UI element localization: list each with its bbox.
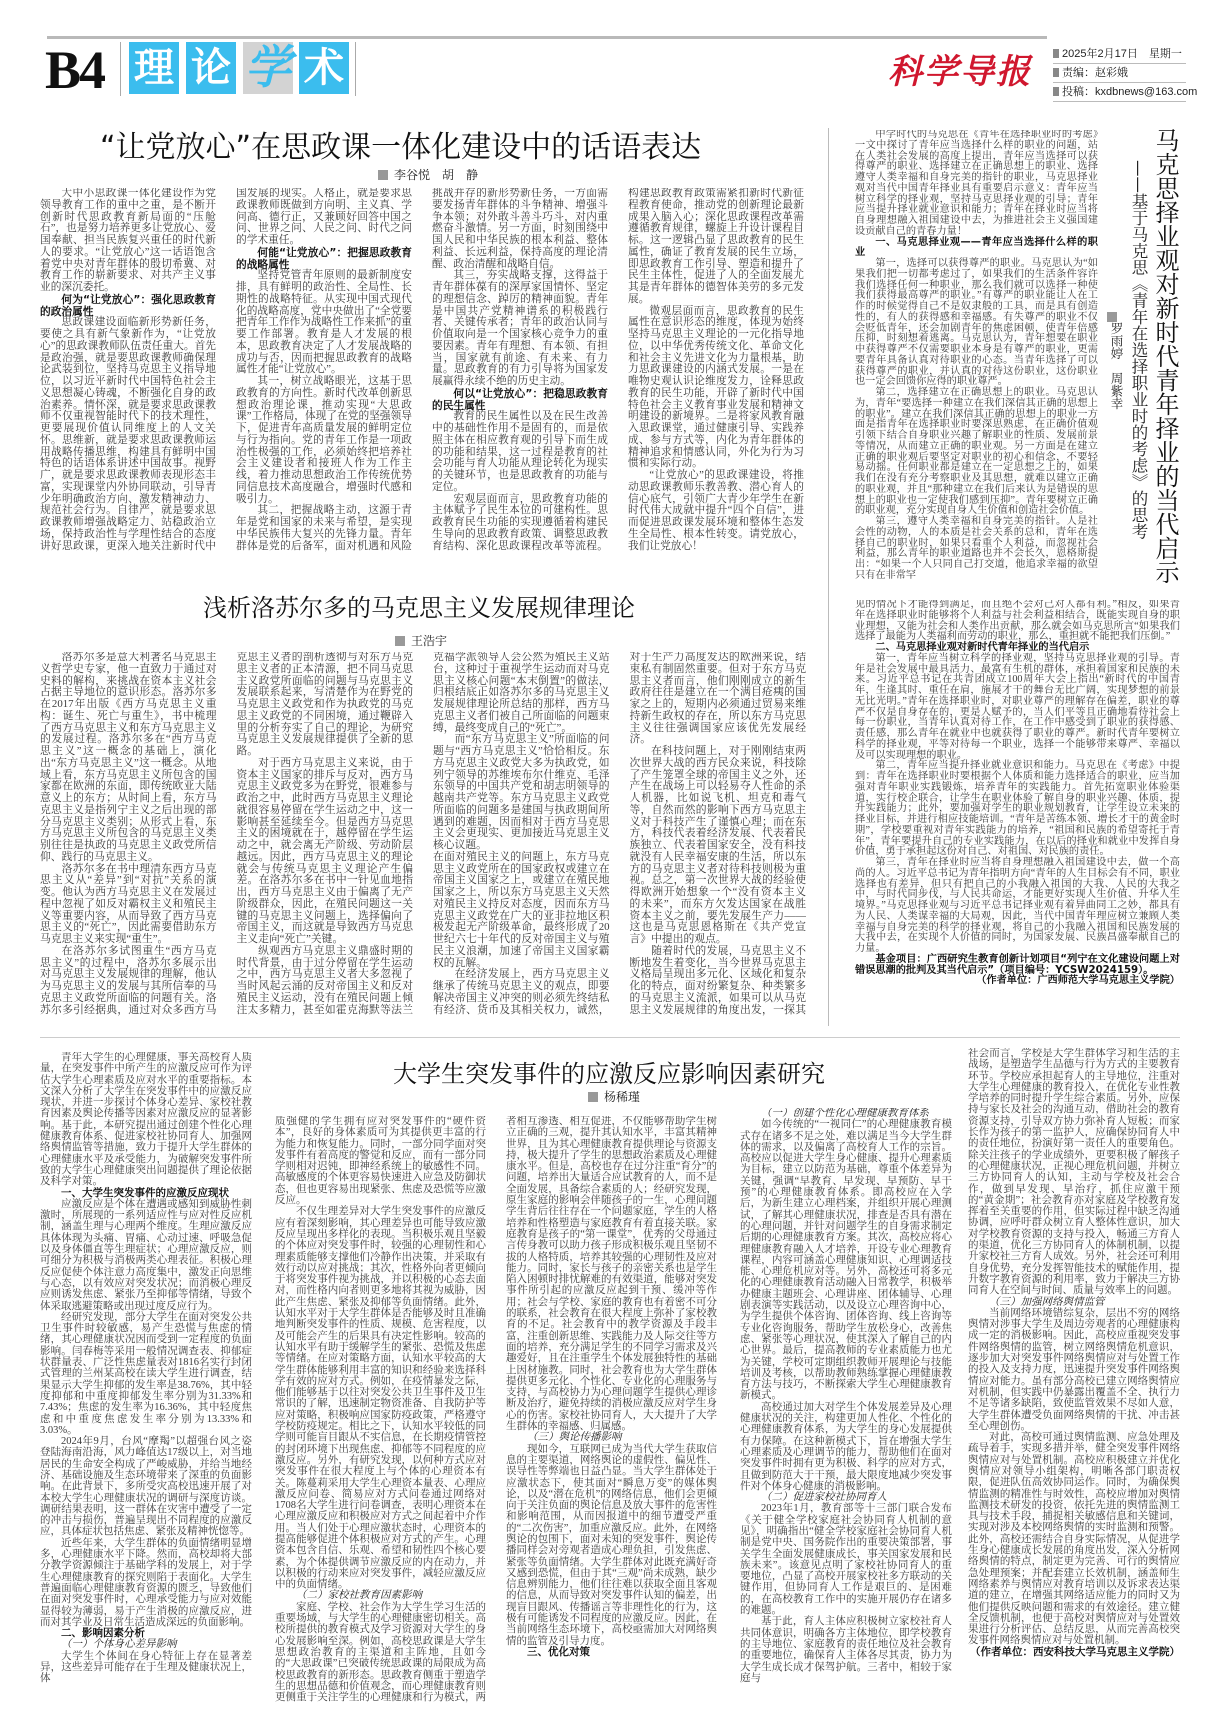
paragraph: 第一，选择可以获得尊严的职业。马克思认为“如果我们把一切都考虑过了，如果我们的生活条件容许我们选择任何一种职业，那么我们就可以选择一种使我们获得最高尊严的职业。”有尊严的职业能让人在工作的时候觉得自己不是奴隶般的工具，而是具有创造性的，有人的获得感和幸福感。有失尊严的职业不仅会贬低青年，还会加剧青年的焦虑困顿，使青年倍感压抑，时刻想着逃离。马克思认为，青年想要在职业中获得尊严不仅需要职业本身是有尊严的职业，更需要青年具备认真对待职业的心态。当青年选择了可以获得尊严的职业，并认真的对待这份职业，这份职业也一定会回馈你应得的职业尊严。 xyxy=(855,258,1098,388)
section-heading: （三）加强网络舆情监管 xyxy=(989,1295,1105,1308)
page-number: B4 xyxy=(45,40,105,100)
section-heading: 一、马克思择业观——青年应当选择什么样的职业 xyxy=(855,236,1098,259)
article3-columns-2-3 xyxy=(275,1116,717,1708)
article-right-byline xyxy=(1107,312,1125,410)
paragraph: 坚持党管青年原则的最新制度安排，具有鲜明的政治性、全局性、长期性的战略特征。从实现中国式现代化的战略高度，党中央做出了“全党要把青年工作作为战略性工作来抓”的重要工作部署。教育是人才发展的根本，思政教育决定了人才发展战略的成功与否，因而把握思政教育的战略属性才能“让党放心”。 xyxy=(236,269,412,376)
article1-byline xyxy=(378,166,478,183)
section-char: 学 xyxy=(245,42,291,93)
paragraph: 不仅生理差异对大学生突发事件的应激反应有着深刻影响，其心理差异也可能导致应激反应呈现出多样化的表现。当积极乐观且坚毅的个体应对突发事件时，较强的心理韧性和心理素质能够支撑他们冷静作出决策，并采取有效行动以应对挑战；其次，性格外向者更倾向于将突发事件视为挑战，并以积极的心态去面对，而性格内向者则更多地将其视为威胁，因此产生焦虑、紧张及抑郁等负面情绪。此外，认知水平对于大学生群体是否能够及时且准确地判断突发事件的性质、规模、危害程度，以及可能会产生的后果具有决定性影响。较高的认知水平有助于缓解学生的紧张、恐慌及焦虑等情绪。在应对策略方面，认知水平较高的大学生群体能够利用丰富的知识和经验来选择科学有效的应对方式。例如，在疫情暴发之际，他们能够基于以往对突发公共卫生事件及卫生常识的了解，迅速制定物资准备、自我防护等应对策略，积极响应国家防疫政策，严格遵守学校防疫规定。相比之下，认知水平较低的同学则可能盲目跟从不实信息，在长期疫情管控的封闭环境下出现焦虑、抑郁等不同程度的应激反应。另外，有研究发现，以何种方式应对突发事件在很大程度上与个体的心理资本有关。陈蔓莉采用大学生心理资本量表、心理应激反应问卷、简易应对方式问卷通过网络对1708名大学生进行问卷调查，表明心理资本在心理应激反应和积极应对方式之间起着中介作用。当人们处于心理应激状态时，心理资本的提高能够促进个体积极应对方式的产生。心理资本包含自信、乐观、希望和韧性四个核心要素，为个体提供调节应激反应的内在动力，并以积极的行动来应对突发事件，减轻应激反应中的负面情绪。 xyxy=(275,1206,486,1591)
paragraph: 其三，夯实战略支撑，这得益于青年群体葆有的深厚家国情怀、坚定的理想信念、踔厉的精神面貌。青年是中国共产党精神谱系的积极践行者、关键传承者；青年的政治认同与价值取向是一个国家核心竞争力的重要因素。青年有理想、有本领、有担当，国家就有前途、有未来、有力量。思政教育的有力引导将为国家发展赢得永续不绝的历史主动。 xyxy=(432,269,608,387)
article-right-authors: 罗雨婷 周紫幸 xyxy=(1109,322,1124,410)
issue-editor xyxy=(1053,64,1186,83)
column-divider xyxy=(828,128,829,1026)
section-heading: 何能“让党放心”：把握思政教育的战略属性 xyxy=(236,245,412,271)
date-text: 2025年2月17日 星期一 xyxy=(1062,48,1182,60)
bullet-square-icon xyxy=(395,636,405,646)
article3-column-5 xyxy=(968,1048,1180,1708)
paragraph: 2024年9月，台风“摩羯”以超强台风之姿登陆海南沿海，风力峰值达17级以上，对当地居民的生命安全构成了严峻威胁，并给当地经济、基础设施及生态环境带来了深重的负面影响。在此背景下，多所受灾高校迅速开展了对本校大学生心理健康状况的调研与深度访谈。调研结果表明，这一群体在灾害中遭受了一定的冲击与损伤，普遍呈现出不同程度的应激反应，具体症状包括焦虑、紧张及精神恍惚等。 xyxy=(40,1436,252,1538)
article2-body xyxy=(40,652,806,1027)
paragraph: 思政课建设面临新形势新任务，要使之具有新气象新作为，“让党放心”的思政课教师队伍责任重大。首先是政治强，就是要思政课教师确保理论武装到位，坚持马克思主义指导地位，以习近平新时代中国特色社会主义思想凝心铸魂，不断强化自身的政治素养。情怀深，就是要求思政课教师不仅重视智能时代下的技术理性，更要展现价值认同维度上的人文关怀。思维新，就是要求思政课教师运用战略传播思维，构建具有鲜明中国特色的话语体系讲述中国故事。视野广，就是要求思政课教师表现形态丰富，实现课堂内外协同联动，引导青少年明确政治方向、激发精神动力、规范社会行为。自律严，就是要求思政课教师增强战略定力、站稳政治立场，保持政治性与学理性结合的态度讲好思政课，更深入地关注新时代中国发展的现实。人格正，就是要求思政课教师既做到方向明、主义真、学问高、德行正，又兼顾好回答中国之问、世界之问、人民之问、时代之问的学术重任。 xyxy=(40,188,412,552)
divider xyxy=(120,42,121,96)
paragraph: 当前网络环境错综复杂，层出不穷的网络舆情对涉事大学生及周边旁观者的心理健康构成一定的消极影响。因此，高校应重视突发事件网络舆情的监管，树立网络舆情危机意识，逐步加大对突发事件网络舆情应对与处置工作的投入及支持力度，迅速提升突发事件网络舆情应对能力。虽有部分高校已建立网络舆情应对机制，但实践中仍暴露出覆盖不全、执行力不足等诸多缺陷，致使监管效果不尽如人意，大学生群体遭受负面网络舆情的干扰、冲击甚至心理创伤。 xyxy=(968,1307,1180,1432)
section-heading: （二）家校社教育因素影响 xyxy=(296,1589,422,1602)
paragraph: 第三，遵守人类幸福和自身完美的指针。人是社会性的动物，人的本质是社会关系的总和，青年在选择自己的职业时，如果只看重个人利益，而忽视社会利益，那么青年的职业道路也并不会长久，恩格斯提出：“如果一个人只同自己打交道，他追求幸福的欲望只有在非常罕 xyxy=(855,516,1098,581)
section-heading: 二、马克思择业观对新时代青年择业的当代启示 xyxy=(875,642,1090,653)
paragraph: 第一，青年应当树立科学的择业观，坚持马克思择业观的引导。青年是社会发展中最具活力、最富有生机的群体，承担着国家和民族的未来。习近平总书记在共青团成立100周年大会上指出“新时代的中国青年，生逢其时、重任在肩，施展才干的舞台无比广阔，实现梦想的前景无比光明。”青年在选择职业时，对职业尊严的理解存在偏差，职业的尊严不仅是自身存在的，更是人赋予的，当人们平等且正确地看待社会上每一份职业，当青年认真对待工作，在工作中感受到了职业的获得感、责任感，那么青年在就业中也就获得了职业的尊严。新时代青年要树立科学的择业观，平等对待每一个职业，选择一个能够带来尊严、幸福以及可以实现理想的职业。 xyxy=(855,652,1180,761)
paragraph: 教育的民生属性以及在民生改善中的基础性作用不是固有的，而是依照主体在相应教育观的引导下而生成的功能和结果，这一过程是教育的社会功能与育人功能从理论转化为现实的关键环节，也是思政教育的功能与定位。 xyxy=(432,410,608,493)
paragraph: 其二，把握战略主动，这源于青年是党和国家的未来与希望，是实现中华民族伟大复兴的先锋力量。青年群体是党的后备军，面对机遇和风险挑战并存的新形势新任务，一方面需要发扬青年群体的斗争精神、增强斗争本领；对外敢斗善斗巧斗，对内重燃奋斗激情。另一方面，时刻围绕中国人民和中华民族的根本利益、整体利益、长远利益，保持高度的理论清醒、政治清醒和战略自信。 xyxy=(236,188,608,552)
paragraph: 第二，选择建立在正确思想上的职业。马克思认为，青年“要选择一种建立在我们深信其正确的思想上的职业”。建立在我们深信其正确的思想上的职业一方面是指青年在选择职业时要深思熟虑，在正确价值观引领下结合自身职业兴趣了解职业的性质、发展前景等情况，从而建立正确的职业观。另一方面是在建立正确的职业观后要坚定对职业的初心和信念，不要轻易动摇。任何职业都是建立在一定思想之上的，如果我们在没有充分考察职业及其思想，就难以建立正确的职业观，并且“那种建立在我们后来认为是错误的思想上的职业也一定使我们感到压抑”。青年要树立正确的职业观，充分实现自身人生价值和创造社会价值。 xyxy=(855,387,1098,517)
paragraph: 随着时代的发展，马克思主义不断地发生着变化，当今世界马克思主义格局呈现出多元化、区域化和复杂化的特点，面对纷繁复杂、种类繁多的马克思主义流派，如果可以从马克思主义发展规律的角度出发，一探其 xyxy=(629,944,806,1016)
paragraph: 中学时代的马克思在《青年在选择职业时的考虑》一文中探讨了青年应当选择什么样的职业的问题，站在人类社会发展的高度上提出，青年应当选择可以获得尊严的职业、选择建立在正确思想上的职业、选择遵守人类幸福和自身完美的指针的职业，马克思择业观对当代中国青年择业具有重要启示意义：青年应当树立科学的择业观，坚持马克思择业观的引导；青年应当提升择业就业意识和能力；青年在择业时应当将自身理想融入祖国建设中去，为推进社会主义强国建设贡献自己的青春力量！ xyxy=(855,130,1098,237)
article1-authors: 李谷悦 胡 静 xyxy=(394,168,479,182)
bullet-square-icon xyxy=(1053,49,1059,58)
article2-byline xyxy=(395,632,447,649)
section-heading: 三、优化对策 xyxy=(527,1645,590,1658)
bullet-square-icon xyxy=(378,170,388,180)
paragraph: 在洛苏尔多试图重生“西方马克思主义”的过程中，洛苏尔多展示出对马克思主义发展规律的理解，他认为马克思主义的发展与其所信奉的马克思主义政党所面临的问题有关。洛苏尔多引经据典，通过对众多西方马克思主义者的剖析透彻与对东方马克思主义者的正本清源，把不同马克思主义政党所面临的问题与马克思主义发展联系起来，写清楚作为在野党的马克思主义政党和作为执政党的马克思主义政党的不同困境，通过鞭辟入里的分析夯实了自己的理论，为研究马克思主义发展规律提供了全新的思路。 xyxy=(40,652,413,1016)
article3-column-1 xyxy=(40,1052,252,1708)
issue-submission xyxy=(1053,83,1198,102)
issue-date xyxy=(1053,45,1186,64)
paragraph: 社会而言，学校是大学生群体学习和生活的主战场，是塑造学生品德与行为方式的主要教育环节。学校应承担起育人的主导地位，注重对大学生心理健康的教育投入，在优化专业性教学培养的同时提升学生综合素质。另外，应保持与家长及社会的沟通互动，借助社会的教育资源支持，引导双方协力弥补育人短板；而家长作为孩子的第一监护人，应确保协同育人中的责任地位，扮演好第一责任人的重要角色。除关注孩子的学业成绩外，更要积极了解孩子的心理健康状况，正视心理危机问题，并树立三方协同育人的认知，主动与学校及社会合作，做到早发现、早治疗，抓住应激干预的“黄金期”；社会教育亦对家庭及学校教育发挥着至关重要的作用，但实际过程中缺乏沟通协调，应呼吁群众树立育人整体性意识，加大对学校教育资源的支持与投入，畅通三方育人的渠道，优化三方协同育人的体制机制，以提升家校社三方育人成效。另外，社会还可利用自身优势，充分发挥智能技术的赋能作用，提升数字教育资源的利用率，致力于解决三方协同育人在空间与时间、质量与效率上的问题。 xyxy=(968,1048,1180,1297)
divider xyxy=(355,42,356,96)
paragraph: 对于西方马克思主义来说，由于资本主义国家的排斥与反对，西方马克思主义政党多为在野党，很难参与政治之中，此时西方马克思主义理论就很容易停留在学生运动之中，这一影响甚至延续至今。但是西方马克思主义的困境就在于，越停留在学生运动之中，就会离无产阶级、劳动阶层越远。因此，西方马克思主义的理论就会与传统马克思主义理论产生偏差。在洛苏尔多在书中一针见血地指出，西方马克思主义由于偏离了无产阶级群众，因此，在殖民问题这一关键的马克思主义问题上，选择偏向了帝国主义，而这就是导致西方马克思主义走向“死亡”关键。 xyxy=(236,756,413,945)
paragraph: 第三，青年在择业时应当将自身理想融入祖国建设中去，做一个高尚的人。习近平总书记为青年指明方向“青年的人生目标会有不同，职业选择也有差异，但只有把自己的小我融入祖国的大我、人民的大我之中，与时代同步伐，与人民共命运，才能更好实现人生价值、升华人生境界。”马克思择业观与习近平总书记择业观有着异曲同工之妙，都具有为人民、人类谋幸福的大局观，因此，当代中国青年理应树立兼顾人类幸福与自身完美的科学的择业观，将自己的小我融入祖国和民族发展的大我中去，在实现个人价值的同时，为国家发展、民族昌盛奉献自己的力量。 xyxy=(855,857,1180,954)
paragraph: 而“东方马克思主义”所面临的问题与“西方马克思主义”恰恰相反。东方马克思主义政党大多为执政党，如列宁领导的苏维埃布尔什维克、毛泽东领导的中国共产党和胡志明领导的越南共产党等。东方马克思主义政党所面临的问题多是建国与执政期间所遇到的难题，因而相对于西方马克思主义会更现实、更加接近马克思主义核心议题。 xyxy=(433,733,610,851)
paragraph: 高校通过加大对学生个体发展差异及心理健康状况的关注，构建更加人性化、个性化的心理健康教育体系，为大学生的身心发展提供有力保障。在这种新模式下，旨在增强大学生心理素质及心理调节的能力，帮助他们在面对突发事件时拥有更为积极、科学的应对方式，且做到防范大于干预，最大限度地减少突发事件对个体身心健康的消极影响。 xyxy=(740,1401,952,1492)
issue-info xyxy=(1053,45,1198,102)
article3-byline xyxy=(588,1088,640,1105)
section-char: 理 xyxy=(129,42,179,94)
paragraph: “让党放心”的思政课建设，将推动思政课教师乐教善教、潜心育人的信心底气，引领广大青少年学生在新时代伟大成就中提升“四个自信”，进而促进思政课发展环境和整体生态发生全局性、根本性转变。请党放心，我们让党放心！ xyxy=(628,469,804,552)
article2-authors: 王浩宇 xyxy=(411,634,448,648)
section-heading: （二）促进家校社协同育人 xyxy=(761,1491,887,1504)
paragraph: 宏观层面而言，思政教育功能的主体赋予了民生本位的可建构性。思政教育民生功能的实现遵循着构建民生导向的思政教育政策、调整思政教育结构、深化思政课程改革等流程。构建思政教育政策需紧扣新时代新征程教育使命，推动党的创新理论最新成果入脑入心；深化思政课程改革需遵循教育规律，螺旋上升设计课程目标。这一逻辑凸显了思政教育的民生属性，确证了教育发展的民生立场，即思政教育工作引导、塑造和提升了民生主体性，促进了人的全面发展尤其是青年群体的德智体美劳的多元发展。 xyxy=(432,188,804,552)
author-affiliation: （作者单位：广西师范大学马克思主义学院） xyxy=(976,975,1180,987)
bullet-square-icon xyxy=(588,1092,598,1102)
paragraph: 其一，树立战略眼光，这基于思政教育的方向性。新时代改革创新思想政治理论课，推动实现“大思政课”工作格局，体现了在党的坚强领导下，促进青年高质量发展的鲜明定位与行为指向。党的青年工作是一项政治性极强的工作，必须始终把培养社会主义建设者和接班人作为工作主线，着力推动思想政治工作传统优势同信息技术高度融合，增强时代感和吸引力。 xyxy=(236,375,412,505)
paragraph: 应激反应是个体在遭遇或感知到威胁性刺激时，所展现的一系列适应性与应对性反应机制，涵盖生理与心理两个维度。生理应激反应具体体现为头痛、胃痛、心动过速、呼吸急促以及身体僵直等生理症状；心理应激反应，则可细分为积极与消极两类心理表征。积极心理反应促使个体注意力高度集中，激发正向思维与心态，以有效应对突发状况；而消极心理反应则诱发焦虑、紧张乃至抑郁等情绪，导致个体采取逃避策略或出现过度反应行为。 xyxy=(40,1198,252,1312)
article-right-subtitle: ——基于马克思《青年在选择职业时的考虑》的思考 xyxy=(1129,160,1148,540)
article1-title: “让党放心”在思政课一体化建设中的话语表达 xyxy=(100,130,702,165)
paragraph: 质强健的学生拥有应对突发事件的“硬件资本”，良好的身体素质可为其提供更丰富的行为能力和恢复能力。同时，一部分同学面对突发事件有着高度的警觉和反应，而有一部分同学则相对迟钝，即神经系统上的敏感性不同。高敏感度的个体更容易快速进入应急及防御状态，但也更容易出现紧张、焦虑及恐慌等应激反应。 xyxy=(275,1116,486,1207)
paragraph: 微观层面而言，思政教育的民生属性在意识形态的维度，体现为始终坚持马克思主义理论的一元化指导地位，以中华优秀传统文化、革命文化和社会主义先进文化为力量根基，助力思政课建设的内涵式发展。一是在唯物史观认识论维度发力，诠释思政教育的民生功能，开辟了新时代中国特色社会主义教育事业发展和精神文明建设的新境界。二是将家风教育融入思政课堂，通过健康引导、实践养成、参与方式等，内化为青年群体的精神追求和情感认同，外化为行为习惯和实际行动。 xyxy=(628,304,804,470)
article3-authors: 杨稀瑾 xyxy=(604,1090,641,1104)
paragraph: 大中小思政课一体化建设作为党领导教育工作的重中之重，是不断开创新时代思政教育新局面的“压舱石”，也是努力培养更多让党放心、爱国奉献、担当民族复兴重任的时代新人的要求。“让党放心”这一话语饱含着党中央对青年群体的殷切希冀、对教育工作的崭新要求、对共产主义事业的深沉委托。 xyxy=(40,188,216,293)
newspaper-logo: 科学导报 xyxy=(888,54,1032,91)
section-heading: 一、大学生突发事件的应激反应现状 xyxy=(61,1186,229,1199)
section-heading: （一）个体身心差异影响 xyxy=(61,1638,177,1651)
paragraph: 在科技问题上，对于刚刚结束两次世界大战的西方民众来说，科技除了产生笼罩全球的帝国主义之外，还产生在战场上可以轻易夺人性命的杀人机器，比如说飞机、坦克和毒气等，自然而然的影响下西方马克思主义对于科技产生了谨慎心理；而在东方，科技代表着经济发展、代表着民族独立、代表着国家安全，没有科技就没有人民幸福安康的生活，所以东方的马克思主义者对待科技则极为重视。总之，第一次世界大战的经验使得欧洲开始想象一个“没有资本主义的未来”，而东方欠发达国家在战胜资本主义之前，要先发展生产力——这也是马克思恩格斯在《共产党宣言》中提出的观点。 xyxy=(629,745,806,945)
paragraph: 洛苏尔多在书中理清东西方马克思主义从“差异”到“对抗”关系的演变。他认为西方马克思主义在发展过程中忽视了如反对霸权主义和殖民主义等重要内容，从而导致了西方马克思主义的“死亡”，因此需要借助东方马克思主义来实现“重生”。 xyxy=(40,862,217,945)
article3-column-4 xyxy=(740,1108,952,1708)
paragraph: 在面对殖民主义的问题上，东方马克思主义政党所在的国家政权或建立在帝国主义国家之上，或建立在殖民地国家之上，所以东方马克思主义天然对殖民主义持反对态度，因而东方马克思主义政党在广大的亚非拉地区积极发起无产阶级革命，最终形成了20世纪六七十年代的反对帝国主义与殖民主义浪潮，加速了帝国主义国家霸权的瓦解。 xyxy=(433,850,610,969)
section-heading: 何为“让党放心”：强化思政教育的政治属性 xyxy=(40,292,216,318)
article-right-title: 马克思择业观对新时代青年择业的当代启示 xyxy=(1151,128,1179,584)
paragraph: 2023年1月，教育部等十三部门联合发布《关于健全学校家庭社会协同育人机制的意见》，明确指出“健全学校家庭社会协同育人机制是党中央、国务院作出的重要决策部署，事关学生全面发展健康成长，事关国家发展和民族未来”。该意见点明了家校社协同育人的重要地位，凸显了高校开展家校社多方联动的关键作用，但协同育人工作是艰巨的、是困难的，在高校教育工作中的实施开展仍存在诸多的难题。 xyxy=(740,1503,952,1617)
paragraph: 纵观西方马克思主义鼎盛时期的时代背景，由于过分停留在学生运动之中，西方马克思主义者大多忽视了当时风起云涌的反对帝国主义和反对殖民主义运动，没有在殖民问题上倾注太多精力，甚至如霍克海默等法兰克福学派领导人会公然为殖民主义站台，这种过于重视学生运动而对马克思主义核心问题“本末倒置”的做法，归根结底正如洛苏尔多的马克思主义发展规律理论所总结的那样，西方马克思主义者们被自己所面临的问题束缚，最终变成自己的“死亡”。 xyxy=(236,652,610,1016)
paragraph: 青年大学生的心理健康，事关高校育人质量，在突发事件中所产生的应激反应可作为评估大学生心理素质及应对水平的重要指标。本文深入分析了大学生在突发事件中的应激反应现状，并进一步探讨个体身心差异、家校社教育因素及舆论传播等因素对应激反应的显著影响。基于此，本研究提出通过创建个性化心理健康教育体系、促进家校社协同育人、加强网络舆情监管等措施，致力于提升大学生群体的心理健康水平及承受能力，为破解突发事件所致的大学生心理健康突出问题提供了理论依据及科学对策。 xyxy=(40,1052,252,1188)
bullet-square-icon xyxy=(1053,68,1059,77)
paragraph: 基于此，育人主体应积极树立家校社育人共同体意识，明确各方主体地位，即学校教育的主导地位、家庭教育的责任地位及社会教育的重要地位，确保育人主体各尽其责，协力为大学生成长成才保驾护航。三者中，相较于家庭与 xyxy=(740,1616,952,1684)
paragraph: 如今传统的“一视同仁”的心理健康教育模式存在诸多不足之处，难以满足当今大学生群体的需求，以及偏离了高校育人工作的宗旨。高校应以促进大学生身心健康、提升心理素质为目标，建立以防范为基础，尊重个体差异为关键，强调“早教育、早发现、早预防、早干预”的心理健康教育体系。即高校应在入学后，为新生建立心理档案，并组织开展心理测试，了解其心理健康状况，排查是否具有潜在的心理问题，并针对问题学生的自身需求制定后期的心理健康教育方案。其次，高校应将心理健康教育融入人才培养，开设专业心理教育课程，内容可涵盖心理健康知识、心理调适技能、心理危机应对等。另外，高校还可将多元化的心理健康教育活动融入日常教学，积极举办健康主题班会、心理讲座、团体辅导、心理剧表演等实践活动，以及设立心理咨询中心，为学生提供个体咨询、团体咨询、线上咨询等专业化咨询服务，帮助学生放松身心，改善焦虑、紧张等心理状况，使其深入了解自己的内心世界。最后，提高教师的专业素质能力也尤为关键，学校可定期组织教师开展理论与技能培训及考核，以帮助教师熟练掌握心理健康教育方法与技巧，不断探索大学生心理健康教育新模式。 xyxy=(740,1119,952,1402)
article-right-body-top xyxy=(855,130,1098,600)
editor-text: 责编：赵彩娥 xyxy=(1062,67,1128,79)
paragraph: 近些年来，大学生群体的负面情绪明显增多，心理健康水平下降。然而，高校却将大部分教学资源倾注于基础学科的发展上，对于学生心理健康教育的探究则陷于表面化。大学生普遍面临心理健康教育资源的匮乏，导致他们在面对突发事件时，心理承受能力与应对效能显得较为薄弱，易于产生消极的应激反应，进而对其学业及日常生活造成深远的负面影响。 xyxy=(40,1537,252,1628)
bullet-square-icon xyxy=(1107,312,1117,322)
paragraph: 洛苏尔多是意大利著名马克思主义哲学史专家，他一直致力于通过对史料的解构，来挑战在资本主义社会占据主导地位的意识形态。洛苏尔多在2017年出版《西方马克思主义重构：诞生、死亡与重生》，书中梳理了西方马克思主义和东方马克思主义的发展过程。洛苏尔多在“西方马克思主义”这一概念的基础上，演化出“东方马克思主义”这一概念。从地域上看，东方马克思主义所包含的国家都在欧洲的东面，即传统欧亚大陆意义上的东方；从时间上看，东方马克思主义是指列宁主义之后出现的部分马克思主义类别；从形式上看，东方马克思主义所包含的马克思主义类别往往是执政的马克思主义政党所信仰、践行的马克思主义。 xyxy=(40,652,217,863)
paragraph: 在经济发展上，西方马克思主义继承了传统马克思主义的观点，即要解决帝国主义冲突的则必须先终结私有经济、货币及其相关权力，诚然，对于生产力高度发达的欧洲来说，结束私有制固然重要。但对于东方马克思主义者而言，他们刚刚成立的新生政府往往是建立在一个满目疮痍的国家之上的，短期内必须通过贸易来维持新生政权的存在，所以东方马克思主义往往强调国家应该优先发展经济。 xyxy=(433,652,806,1016)
section-char: 术 xyxy=(299,42,349,94)
section-heading: （三）舆论传播影响 xyxy=(527,1431,622,1444)
paragraph: 家庭、学校、社会作为大学生学习生活的重要场域，与大学生的心理健康密切相关。高校所提供的教育模式及学习资源对大学生的身心发展影响至深。例如，高校思政课是大学生思想政治教育的主渠道和主阵地，且如今的“大思政课”已突破传统思政课的局限成为高校思政教育的新形态。思政教育侧重于塑造学生的思想品德和价值观念，而心理健康教育则更侧重于关注学生的心理健康和行为模式，两者相互渗透、相互促进，不仅能够帮助学生树立正确的三观，提升其认知水平，丰富其精神世界，且为其心理健康教育提供理论与资源支持，极大提升了学生的思想政治素质及心理健康水平。但是，高校也存在过分注重“育分”的问题，培养出大量适合应试教育的人，而不是全面发展，具备综合素质的人；经研究发现，原生家庭的影响会伴随孩子的一生，心理问题学生背后往往存在一个问题家庭，学生的人格培养和性格塑造与家庭教育有着直接关联。家庭教育是孩子的“第一课堂”，优秀的父母通过言传身教可以助力孩子形成积极乐观且坚韧不拔的人格特质，培养其较强的心理韧性及应对能力。同时，家长与孩子的亲密关系也是学生陷入困顿时排忧解难的有效渠道，能够对突发事件所引起的应激反应起到干预、缓冲等作用；社会与学校、家庭的教育也有着密不可分的联系，社会教育在很大程度上弥补了家校教育的不足。社会教育中的教学资源及手段丰富，注重创新思维、实践能力及人际交往等方面的培养，充分满足学生的不同学习需求及兴趣爱好，且在注重学生个体发展独特性的基础上因材施教。同时，社会教育也为大学生群体提供更多元化、个性化、专业化的心理服务与支持，与高校协力为心理问题学生提供心理诊断及治疗，避免持续的消极应激反应对学生身心的伤害。家校社协同育人，大大提升了大学生群体的幸福感、归属感。 xyxy=(275,1116,717,1704)
section-divider xyxy=(40,1037,1180,1038)
paragraph: 大学生个体间在身心特征上存在显著差异，这些差异可能存在于生理及健康状况上，体 xyxy=(40,1650,252,1685)
submission-email: 投稿：kxdbnews@163.com xyxy=(1062,86,1198,98)
article3-title: 大学生突发事件的应激反应影响因素研究 xyxy=(393,1060,825,1088)
bullet-square-icon xyxy=(1053,87,1059,96)
article-right-body-bottom xyxy=(855,600,1180,1028)
paragraph: 第二，青年应当提升择业就业意识和能力。马克思在《考虑》中提到：青年在选择职业时要根据个人体质和能力选择适合的职业，应当加强对青年职业实践锻炼，培养青年的实践能力。首先拓宽职业体验渠道，实行校企联合，让学生在职业体验了解自身的职业兴趣、体质，提升实践能力；此外，要加强对学生的职业规划教育，让学生设立未来的择业目标，并进行相应技能培训。“青年是苦练本领、增长才干的黄金时期”，学校要重视对青年实践能力的培养，“祖国和民族的希望寄托于青年”，青年要提升自己的专业实践能力，在以后的择业和就业中发挥自身价值，勇于承担起这份对自己、对祖国、对民族的责任。 xyxy=(855,760,1180,858)
section-heading: （一）创建个性化心理健康教育体系 xyxy=(761,1108,929,1119)
section-char: 论 xyxy=(186,42,236,94)
paragraph: 对此，高校可通过舆情监测、应急处理及疏导着手，实现多措并举，健全突发事件网络舆情应对与处置机制。高校应积极建立并优化舆情应对领导小组架构，明晰各部门职责权限，促进队伍高效协同运作。同时，为确保舆情监测的精准性与时效性，高校应增加对舆情监测技术研发的投资，依托先进的舆情监测工具与技术手段，捕捉相关敏感信息和关键词，实现对涉及本校网络舆情的实时监测和预警。此外，高校还需结合自身实际情况，从促进学生身心健康成长发展的角度出发，深入分析网络舆情的特点，制定更为完善、可行的舆情应急处理预案；并配套建立长效机制，涵盖师生网络素养与舆情应对教育培训以及诉求表达渠道的建立，在增强其网络适应能力的同时又为他们提供反映问题和需求的有效途径。建立健全反馈机制，也便于高校对舆情应对与处置效果进行分析评估、总结反思，从而完善高校突发事件网络舆情应对与处置机制。 xyxy=(968,1432,1180,1647)
masthead-rule xyxy=(47,36,1047,39)
paragraph: 现如今，互联网已成为当代大学生获取信息的主要渠道，网络舆论的虚假性、偏见性、误导性等弊端也日益凸显。当大学生群体处于应激状态下，使其面对“瞬息万变”的媒体舆论，以及“潜在危机”的网络信息，他们会更倾向于关注负面的舆论信息及放大事件的危害性和影响范围，从而因报道中的细节遭受严重的“二次伤害”，加重应激反应。此外，在网络舆论的包围下，面对未知的突发事件，舆论传播同样会对旁观者造成心理负担，引发焦虑、紧张等负面情绪。大学生群体对此既充满好奇又感到恐慌，但由于其“三观”尚未成熟，缺少信息辨别能力，他们往往难以获取全面且客观的信息，从而导致对突发事件认知的偏差，出现盲目跟风、传播谣言等非理性化的行为，这极有可能诱发不同程度的应激反应。因此，在当前网络生态环境下，高校亟需加大对网络舆情的监管及引导力度。 xyxy=(506,1443,717,1647)
article2-title: 浅析洛苏尔多的马克思主义发展规律理论 xyxy=(203,594,635,622)
fund-note: 基金项目：广西研究生教育创新计划项目“列宁在文化建设问题上对错误思潮的批判及其当代启示”（项目编号：YCSW2024159）。 xyxy=(855,953,1180,976)
section-heading: 二、影响因素分析 xyxy=(61,1627,145,1640)
paragraph: 见的情况下才能得到满足，而且绝不会对己对人都有利。”相反，如果青年在选择职业时能够将个人利益与社会利益相结合，既能实现自身的职业理想，又能为社会和人类作出贡献，那么就会如马克思所言“如果我们选择了最能为人类福利而劳动的职业，那么，重担就不能把我们压倒。” xyxy=(855,600,1180,643)
article1-body xyxy=(40,188,804,560)
author-affiliation: （作者单位：西安科技大学马克思主义学院） xyxy=(970,1645,1180,1658)
paragraph: 经研究发现，部分大学生在面对突发公共卫生事件时较敏感，易产生恐慌与焦虑的情绪，其心理健康状况因而受到一定程度的负面影响。闫春梅等采用一般情况调查表、抑郁症状群量表、广泛性焦虑量表对1816名实行封闭式管理的兰州某高校在读大学生进行调查，结果显示大学生抑郁的发生率是38.76%，其中轻度抑郁和中重度抑郁发生率分别为31.33%和7.43%；焦虑的发生率为16.36%，其中轻度焦虑和中重度焦虑发生率分别为13.33%和3.03%。 xyxy=(40,1311,252,1436)
section-heading: 何以“让党放心”：把稳思政教育的民生属性 xyxy=(432,386,608,412)
